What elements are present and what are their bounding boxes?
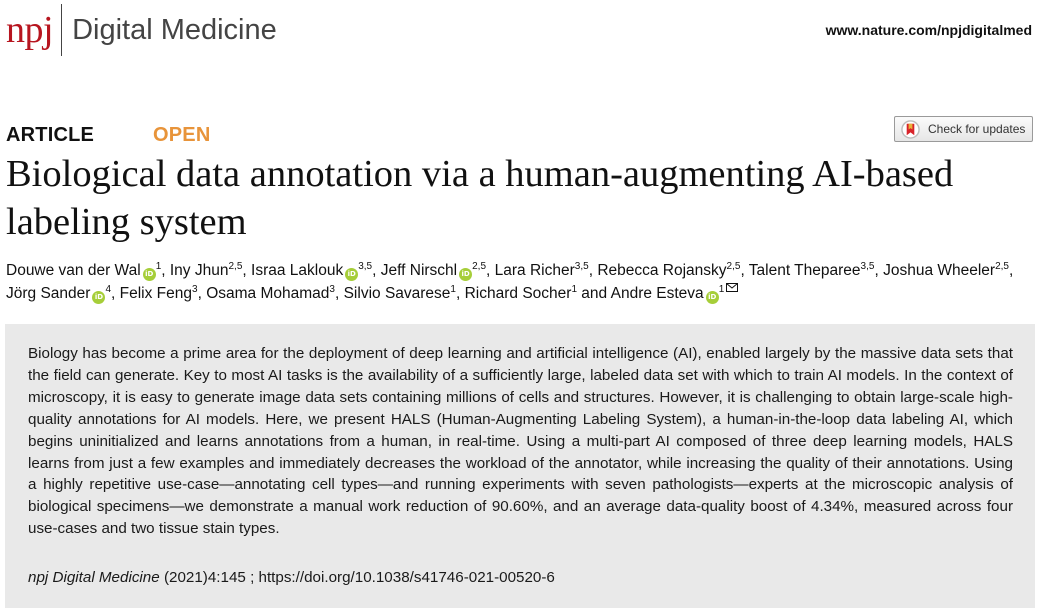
author-name-text: Rebecca Rojansky bbox=[597, 262, 727, 279]
author-affiliation: 1 bbox=[155, 260, 162, 272]
author-name[interactable] bbox=[883, 262, 1009, 279]
citation-journal: npj Digital Medicine bbox=[28, 569, 160, 586]
author-name-text: Richard Socher bbox=[464, 285, 572, 302]
orcid-icon[interactable]: iD bbox=[143, 268, 156, 281]
orcid-icon[interactable]: iD bbox=[345, 268, 358, 281]
mail-icon[interactable] bbox=[726, 283, 738, 292]
author-affiliation: 4 bbox=[105, 283, 112, 295]
author-name[interactable] bbox=[6, 285, 111, 302]
author-name-text: Osama Mohamad bbox=[206, 285, 330, 302]
orcid-icon[interactable]: iD bbox=[706, 291, 719, 304]
author-name[interactable] bbox=[170, 262, 243, 279]
author-affiliation: 1 bbox=[450, 283, 456, 295]
author-affiliation: 3 bbox=[329, 283, 335, 295]
author-name[interactable] bbox=[120, 285, 198, 302]
article-type-label: ARTICLE bbox=[6, 124, 95, 146]
author-name-text: Talent Theparee bbox=[748, 262, 861, 279]
orcid-icon[interactable]: iD bbox=[459, 268, 472, 281]
orcid-icon[interactable]: iD bbox=[92, 291, 105, 304]
author-name-text: Jörg Sander bbox=[6, 285, 91, 302]
author-name-text: Israa Laklouk bbox=[251, 262, 344, 279]
journal-logo[interactable] bbox=[6, 5, 277, 55]
author-affiliation: 2,5 bbox=[228, 260, 243, 272]
author-name-text: Joshua Wheeler bbox=[883, 262, 996, 279]
author-connector: and bbox=[577, 285, 611, 302]
journal-url-link[interactable]: www.nature.com/npjdigitalmed bbox=[825, 22, 1032, 38]
author-name[interactable] bbox=[381, 262, 486, 279]
author-name[interactable] bbox=[597, 262, 740, 279]
author-name[interactable] bbox=[465, 285, 577, 302]
author-name-text: Silvio Savarese bbox=[343, 285, 451, 302]
bookmark-icon bbox=[901, 120, 920, 139]
author-name[interactable] bbox=[6, 262, 161, 279]
author-affiliation: 1 bbox=[718, 283, 725, 295]
author-name-text: Jeff Nirschl bbox=[380, 262, 458, 279]
author-name[interactable] bbox=[344, 285, 456, 302]
author-affiliation: 2,5 bbox=[472, 260, 487, 272]
author-affiliation: 2,5 bbox=[726, 260, 741, 272]
abstract-text: Biology has become a prime area for the deployment of deep learning and artificial intelligence (AI), enabled largely by the massive data sets that the field can generate. Key to most AI tasks is the availability of a sufficiently large, labeled data set with which to train AI models. In the context of microscopy, it is easy to generate image data sets containing millions of cells and structures. However, it is challenging to obtain large-scale high-quality annotations for AI models. Here, we present HALS (Human-Augmenting Labeling System), a human-in-the-loop data labeling AI, which begins uninitialized and learns annotations from a human, in real-time. Using a multi-part AI composed of three deep learning models, HALS learns from just a few examples and immediately decreases the workload of the annotator, while increasing the quality of their annotations. Using a highly repetitive use-case—annotating cell types—and running experiments with seven pathologists—experts at the microscopic analysis of biological specimens—we demonstrate a manual work reduction of 90.60%, and an average data-quality boost of 4.34%, measured across four use-cases and two tissue stain types. bbox=[28, 345, 1013, 538]
author-list: Douwe van der Wal $iD^1$, Iny Jhun$^{2,5}$, Israa Laklouk iD$^{3,5}$, Jeff Nirschl iD$^{2,5}$, Lara Richer$^{3,5}$, Rebecca Rojansky$^{2,5}$, Talent Theparee$^{3,5}$, Joshua Wheeler$^{2,5}$, Jörg Sander $iD^4$, Felix Feng$^3$, Osama Mohamad$^3$, Silvio Savarese$^1$, Richard Socher$^1$ and Andre Esteva $iD^1$ bbox=[6, 260, 1014, 302]
check-for-updates-button[interactable] bbox=[894, 116, 1033, 142]
author-name-text: Felix Feng bbox=[119, 285, 193, 302]
author-name[interactable] bbox=[495, 262, 589, 279]
author-name-text: Douwe van der Wal bbox=[6, 262, 141, 279]
author-affiliation: 3 bbox=[192, 283, 198, 295]
author-name[interactable] bbox=[749, 262, 875, 279]
citation bbox=[28, 569, 555, 586]
author-name-text: Iny Jhun bbox=[169, 262, 229, 279]
author-name[interactable] bbox=[206, 285, 335, 302]
article-title: Biological data annotation via a human-augmenting AI-based labeling system bbox=[6, 153, 954, 243]
open-access-label: OPEN bbox=[153, 124, 211, 146]
abstract-box bbox=[5, 324, 1035, 608]
author-affiliation: 3,5 bbox=[574, 260, 589, 272]
author-name[interactable] bbox=[251, 262, 372, 279]
logo-divider bbox=[61, 4, 62, 56]
check-for-updates-label: Check for updates bbox=[928, 122, 1026, 136]
author-name-text: Andre Esteva bbox=[610, 285, 704, 302]
author-name[interactable] bbox=[611, 285, 739, 302]
author-affiliation: 2,5 bbox=[995, 260, 1009, 272]
author-affiliation: 1 bbox=[571, 283, 577, 295]
journal-name: Digital Medicine bbox=[72, 13, 277, 46]
author-affiliation: 3,5 bbox=[358, 260, 373, 272]
author-name-text: Lara Richer bbox=[494, 262, 575, 279]
logo-npj: npj bbox=[6, 9, 54, 51]
author-affiliation: 3,5 bbox=[860, 260, 875, 272]
citation-details: (2021)4:145 ; https://doi.org/10.1038/s41746-021-00520-6 bbox=[163, 569, 555, 586]
